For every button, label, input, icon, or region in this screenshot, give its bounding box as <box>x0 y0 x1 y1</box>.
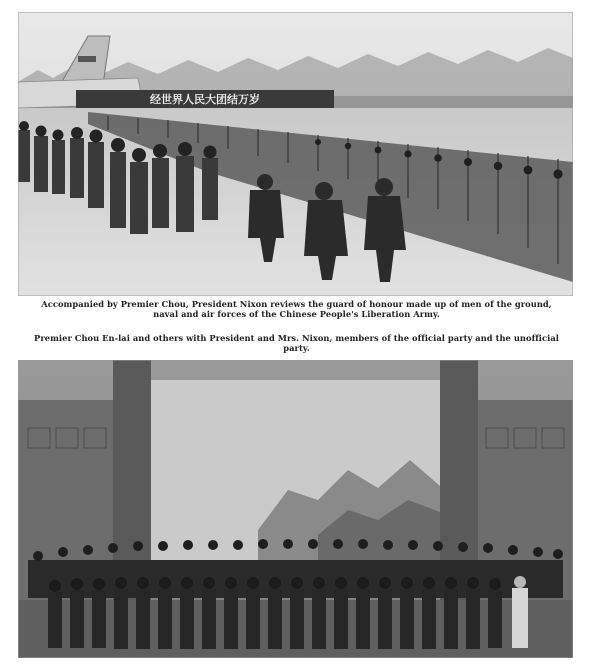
group-portrait-image <box>18 360 573 658</box>
banner-text: 经世界人民大团结万岁 <box>150 93 260 106</box>
guard-of-honour-image <box>18 12 573 296</box>
photo-group-portrait <box>18 360 573 658</box>
caption-group-photo: Premier Chou En-lai and others with President and Mrs. Nixon, members of the official party and the unofficial party. <box>34 333 559 353</box>
photo-guard-of-honour <box>18 12 573 296</box>
caption-guard-of-honour: Accompanied by Premier Chou, President Nixon reviews the guard of honour made up of men of the ground, naval and air forces of the Chinese People's Liberation Army. <box>41 299 552 319</box>
